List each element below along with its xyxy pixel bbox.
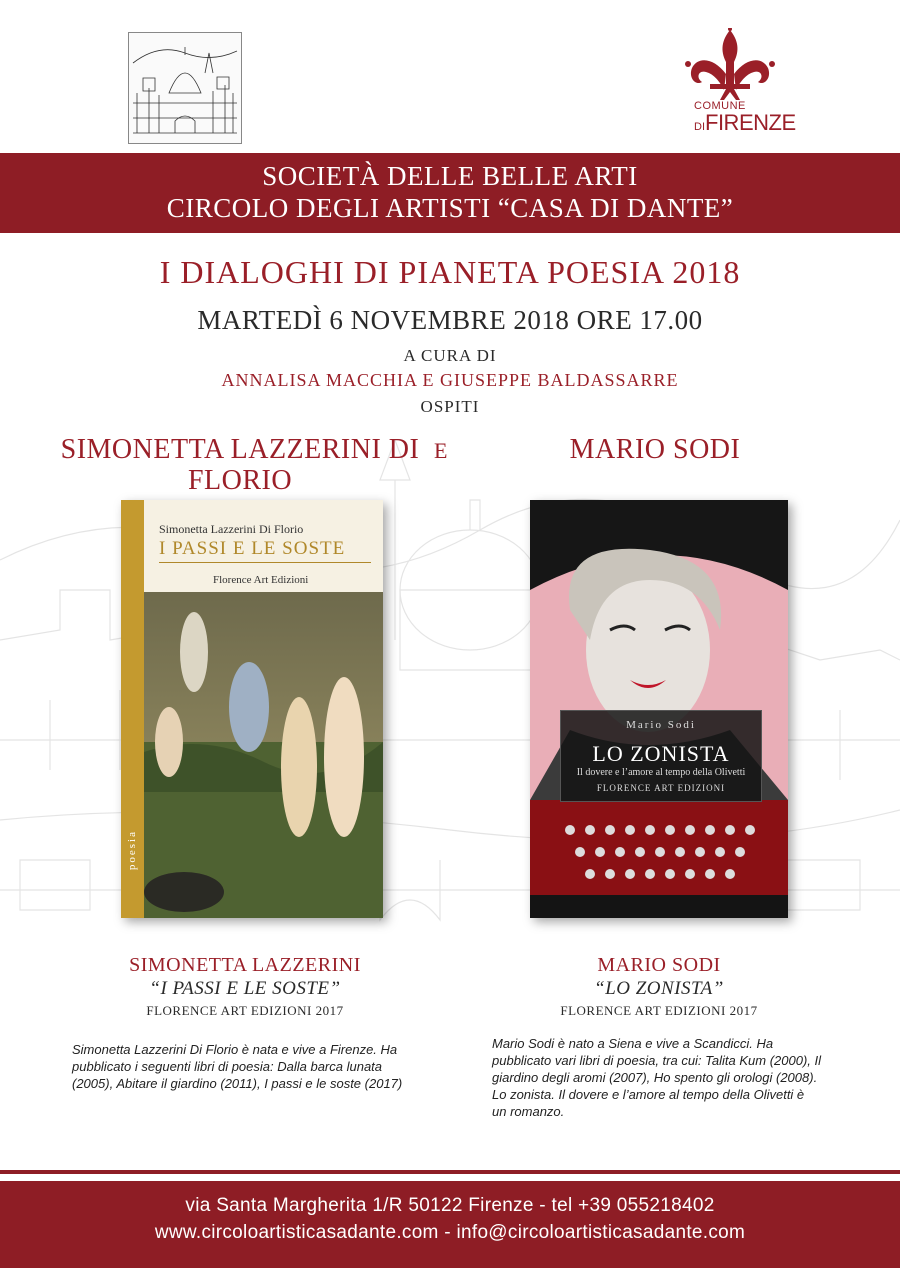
book2-caption-title: “LO ZONISTA” — [594, 978, 724, 999]
guests-label: OSPITI — [420, 397, 480, 416]
comune-di-label: DI — [694, 121, 705, 133]
banner-circle-name: CIRCOLO DEGLI ARTISTI “CASA DI DANTE” — [166, 193, 734, 223]
book2-cover-image — [530, 500, 788, 918]
book2-title-panel — [560, 710, 762, 802]
curated-by-label: A CURA DI — [403, 346, 497, 365]
book1-cover-publisher: Florence Art Edizioni — [213, 574, 309, 586]
guest2-bio: Mario Sodi è nato a Siena e vive a Scandicci. Ha pubblicato vari libri di poesia, tra cui: Talita Kum (2000), Il giardino degli aromi (2007), Ho spento gli orologi (2008). Lo zonista. Il dovere e l’amore al tempo della Olivetti è un romanzo. — [492, 1036, 822, 1119]
footer-address: via Santa Margherita 1/R 50122 Firenze - tel +39 055218402 — [185, 1195, 715, 1216]
book1-title-rule — [159, 562, 371, 563]
book1-cover — [121, 500, 383, 918]
circolo-logo — [128, 32, 242, 144]
guest1-name: SIMONETTA LAZZERINI DI FLORIO — [60, 434, 420, 496]
book1-cover-title: I PASSI E LE SOSTE — [159, 538, 346, 559]
book2-cover — [530, 500, 788, 918]
guest2-name: MARIO SODI — [569, 434, 741, 465]
book2-cover-author: Mario Sodi — [626, 719, 696, 731]
book1-caption-publisher: FLORENCE ART EDIZIONI 2017 — [146, 1003, 344, 1018]
book2-cover-subtitle: Il dovere e l’amore al tempo della Olivetti — [576, 767, 746, 778]
footer-rule — [0, 1170, 900, 1174]
book2-cover-publisher: FLORENCE ART EDIZIONI — [596, 783, 726, 793]
book1-caption-title: “I PASSI E LE SOSTE” — [149, 978, 341, 999]
book2-cover-title: LO ZONISTA — [592, 741, 730, 766]
footer-contacts: www.circoloartisticasadante.com - info@circoloartisticasadante.com — [154, 1222, 746, 1243]
guests-separator: E — [434, 438, 448, 463]
curators-names: ANNALISA MACCHIA E GIUSEPPE BALDASSARRE — [221, 370, 679, 390]
florence-sketch-logo-icon — [129, 33, 241, 143]
event-date: MARTEDÌ 6 NOVEMBRE 2018 ORE 17.00 — [197, 305, 703, 335]
comune-label: COMUNE — [694, 100, 746, 112]
firenze-word: FIRENZE — [705, 110, 796, 135]
book1-spine-label: poesia — [126, 830, 138, 871]
firenze-label — [694, 110, 796, 136]
guest1-bio: Simonetta Lazzerini Di Florio è nata e vive a Firenze. Ha pubblicato i seguenti libri di poesia: Dalla barca lunata (2005), Abitare il giardino (2011), I passi e le soste (2017) — [72, 1042, 403, 1091]
book2-caption-author: MARIO SODI — [597, 954, 721, 976]
banner-society-name: SOCIETÀ DELLE BELLE ARTI — [262, 161, 638, 191]
book1-cover-author: Simonetta Lazzerini Di Florio — [159, 522, 304, 536]
event-title: I DIALOGHI DI PIANETA POESIA 2018 — [159, 254, 741, 290]
book1-painting-image — [144, 592, 383, 918]
book2-caption-publisher: FLORENCE ART EDIZIONI 2017 — [560, 1003, 758, 1018]
book1-caption-author: SIMONETTA LAZZERINI — [129, 954, 361, 976]
